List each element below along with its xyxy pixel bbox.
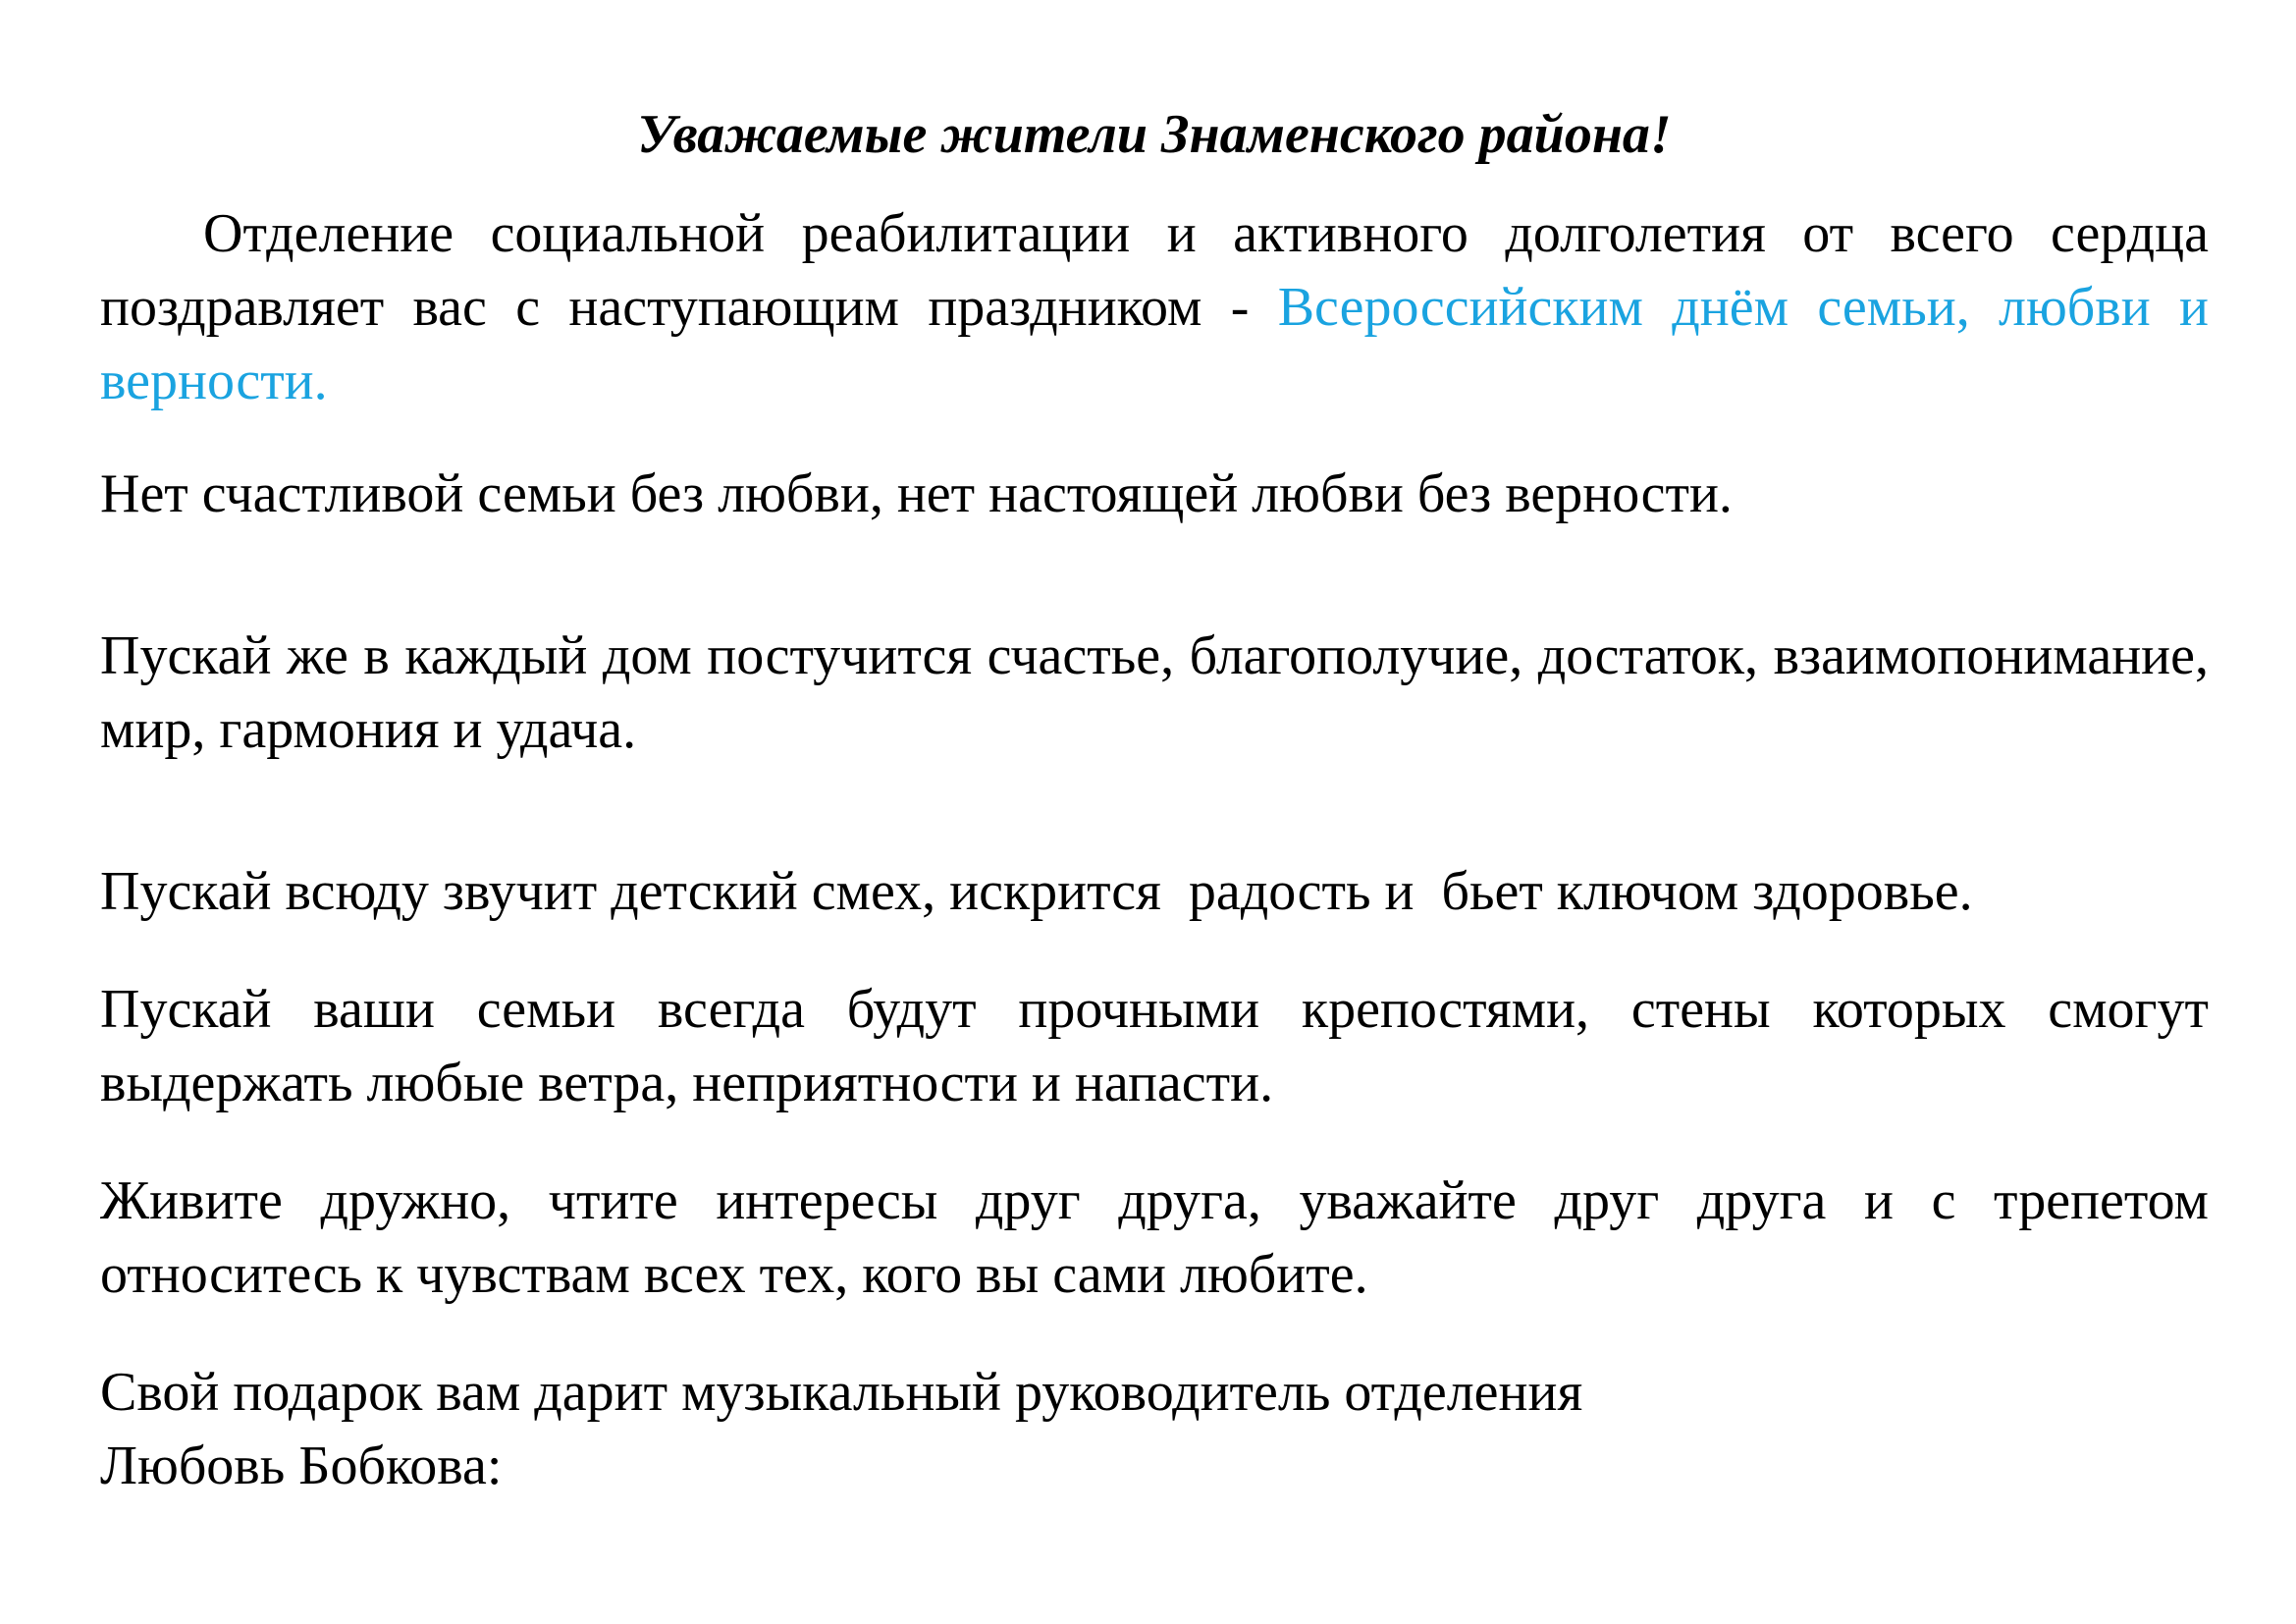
intro-paragraph	[100, 197, 2209, 418]
paragraph-fortress: Пускай ваши семьи всегда будут прочными крепостями, стены которых смогут выдержать любые ветра, неприятности и напасти.	[100, 979, 2209, 1113]
paragraph-laughter: Пускай всюду звучит детский смех, искрится радость и бьет ключом здоровье.	[100, 861, 1973, 922]
paragraph-respect: Живите дружно, чтите интересы друг друга, уважайте друг друга и с трепетом относитесь к чувствам всех тех, кого вы сами любите.	[100, 1170, 2209, 1305]
holiday-name: Всероссийским днём семьи, любви и верности.	[100, 277, 2209, 411]
paragraph-happiness: Пускай же в каждый дом постучится счастье, благополучие, достаток, взаимопонимание, мир, гармония и удача.	[100, 625, 2209, 760]
closing-block	[100, 1356, 2209, 1503]
page-title: Уважаемые жители Знаменского района!	[637, 104, 1672, 165]
paragraph-love: Нет счастливой семьи без любви, нет настоящей любви без верности.	[100, 463, 1733, 524]
greeting-document	[100, 98, 2209, 1503]
signature-name: Любовь Бобкова:	[100, 1435, 503, 1496]
closing-line: Свой подарок вам дарит музыкальный руководитель отделения	[100, 1362, 1583, 1423]
intro-text: Отделение социальной реабилитации и активного долголетия от всего сердца поздравляет вас с наступающим праздником -	[100, 203, 2209, 338]
